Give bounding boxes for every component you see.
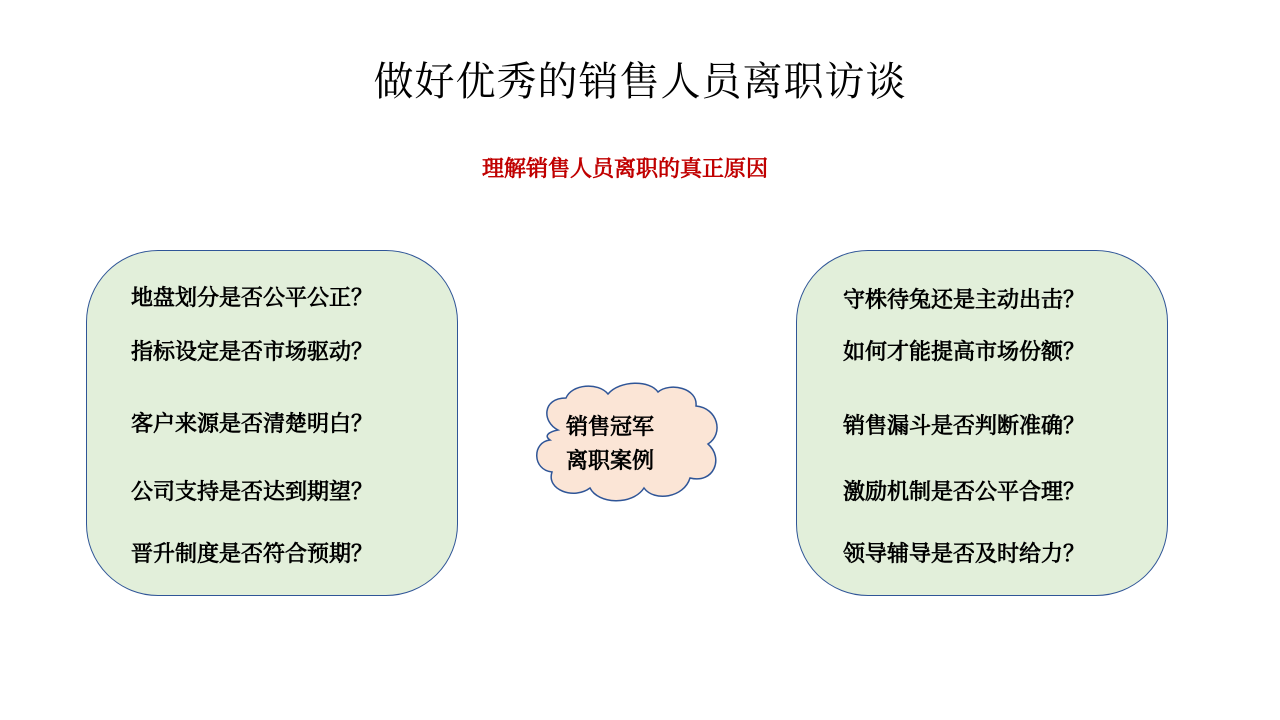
left-question-2: 指标设定是否市场驱动？ <box>131 339 374 365</box>
left-question-3: 客户来源是否清楚明白？ <box>131 411 374 437</box>
right-question-1: 守株待兔还是主动出击？ <box>843 287 1086 313</box>
right-question-2: 如何才能提高市场份额？ <box>843 339 1086 365</box>
right-question-4: 激励机制是否公平合理？ <box>843 479 1086 505</box>
cloud-line-1: 销售冠军 <box>565 414 654 440</box>
left-question-1: 地盘划分是否公平公正？ <box>131 285 374 311</box>
left-question-5: 晋升制度是否符合预期？ <box>131 541 374 567</box>
page-subtitle: 理解销售人员离职的真正原因 <box>481 156 768 182</box>
left-question-4: 公司支持是否达到期望？ <box>131 479 374 505</box>
right-question-3: 销售漏斗是否判断准确？ <box>843 413 1086 439</box>
right-questions-panel <box>796 250 1168 596</box>
cloud-shape <box>528 378 728 508</box>
right-question-5: 领导辅导是否及时给力？ <box>843 541 1086 567</box>
left-questions-panel <box>86 250 458 596</box>
champion-case-cloud <box>528 378 728 508</box>
page-title: 做好优秀的销售人员离职访谈 <box>373 59 907 105</box>
cloud-line-2: 离职案例 <box>565 448 654 474</box>
